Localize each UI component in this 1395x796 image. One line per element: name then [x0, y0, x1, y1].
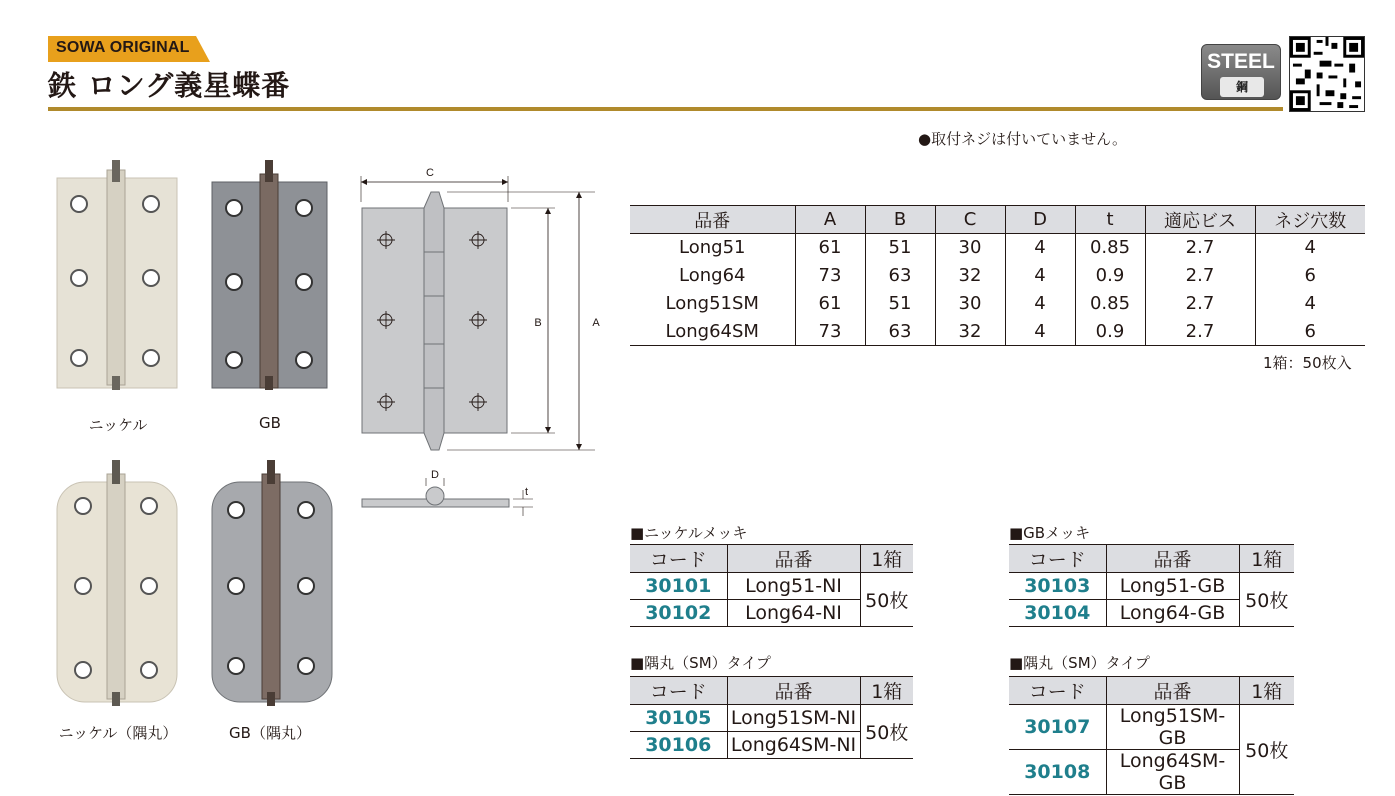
hinge-photo-nickel-rounded [55, 460, 180, 714]
dim-label-a: A [592, 317, 600, 329]
spec-cell: 6 [1255, 318, 1365, 346]
product-code: 30101 [630, 573, 727, 600]
product-name: Long51-GB [1106, 573, 1239, 600]
spec-cell: 0.85 [1075, 290, 1145, 318]
dim-label-b: B [534, 317, 542, 329]
product-name: Long64SM-NI [727, 732, 860, 759]
spec-cell: Long64 [679, 265, 746, 286]
hinge-photo-gb-rounded [210, 460, 335, 714]
spec-cell: 63 [865, 262, 935, 290]
dim-label-t: t [525, 486, 529, 498]
order-table-sm-gb [1009, 676, 1294, 795]
brand-tag [48, 36, 210, 62]
order-header-row [1009, 677, 1294, 705]
order-header: 品番 [1106, 545, 1239, 573]
table-row [630, 290, 1365, 318]
dimension-drawing [355, 160, 605, 524]
spec-header: 適応ビス [1145, 206, 1255, 234]
spec-cell: 2.7 [1145, 234, 1255, 262]
order-header-row [1009, 545, 1294, 573]
order-header: 1箱 [1239, 545, 1294, 573]
box-quantity: 50枚 [1239, 705, 1294, 795]
spec-cell: 4 [1255, 290, 1365, 318]
order-header: 品番 [727, 545, 860, 573]
spec-cell: 4 [1005, 290, 1075, 318]
table-row [630, 262, 1365, 290]
spec-cell: 61 [795, 290, 865, 318]
material-badge [1201, 44, 1281, 100]
spec-header: C [935, 206, 1005, 234]
order-header: 1箱 [1239, 677, 1294, 705]
spec-header: ネジ穴数 [1255, 206, 1365, 234]
product-code: 30102 [630, 600, 727, 627]
spec-cell: 4 [1005, 262, 1075, 290]
spec-header-row [630, 206, 1365, 234]
product-code: 30107 [1009, 705, 1106, 750]
box-quantity: 50枚 [1239, 573, 1294, 627]
order-header: 品番 [727, 677, 860, 705]
product-name: Long51-NI [727, 573, 860, 600]
spec-header: B [865, 206, 935, 234]
table-row [1009, 705, 1294, 750]
caption-gb-rounded: GB（隅丸） [229, 724, 311, 742]
spec-cell: 30 [935, 290, 1005, 318]
order-header: 1箱 [860, 677, 913, 705]
product-name: Long64-GB [1106, 600, 1239, 627]
caption-nickel-rounded: ニッケル（隅丸） [58, 724, 178, 742]
spec-cell: 4 [1255, 234, 1365, 262]
spec-cell: 4 [1005, 234, 1075, 262]
spec-cell: 51 [865, 290, 935, 318]
hinge-photo-gb [210, 160, 330, 396]
spec-cell: Long64SM [630, 318, 795, 346]
caption-gb: GB [259, 414, 281, 432]
qr-code[interactable] [1289, 36, 1365, 112]
page-title: 鉄 ロング義星蝶番 [48, 69, 291, 102]
order-table-sm-nickel [630, 676, 913, 759]
product-code: 30108 [1009, 750, 1106, 795]
box-quantity: 50枚 [860, 705, 913, 759]
table-row [630, 705, 913, 732]
spec-cell: 73 [795, 262, 865, 290]
spec-cell: 4 [1005, 318, 1075, 346]
order-table-gb [1009, 544, 1294, 627]
spec-header: t [1075, 206, 1145, 234]
dim-label-c: C [426, 167, 434, 179]
spec-cell: 2.7 [1145, 318, 1255, 346]
section-title-sm-gb: ■隅丸（SM）タイプ [1009, 654, 1150, 672]
section-title-sm-nickel: ■隅丸（SM）タイプ [630, 654, 771, 672]
spec-cell: 6 [1255, 262, 1365, 290]
dim-label-d: D [431, 469, 439, 481]
spec-cell: 61 [795, 234, 865, 262]
box-quantity-note: 1箱：50枚入 [1263, 354, 1352, 372]
order-header: コード [1009, 545, 1106, 573]
screw-note: ●取付ネジは付いていません。 [918, 130, 1127, 148]
order-header: コード [630, 545, 727, 573]
spec-cell: 30 [935, 234, 1005, 262]
table-row [630, 318, 1365, 346]
brand-tag-label: SOWA ORIGINAL [56, 39, 190, 56]
order-table-nickel [630, 544, 913, 627]
product-name: Long64-NI [727, 600, 860, 627]
product-code: 30103 [1009, 573, 1106, 600]
table-row [1009, 573, 1294, 600]
order-header: コード [1009, 677, 1106, 705]
spec-cell: Long51SM [665, 293, 759, 314]
spec-cell: 2.7 [1145, 290, 1255, 318]
spec-header: 品番 [630, 206, 795, 234]
product-name: Long51SM-NI [727, 705, 860, 732]
product-code: 30104 [1009, 600, 1106, 627]
product-code: 30105 [630, 705, 727, 732]
material-badge-jp: 鋼 [1220, 77, 1264, 97]
order-header-row [630, 545, 913, 573]
order-header: コード [630, 677, 727, 705]
order-header: 1箱 [860, 545, 913, 573]
spec-header: A [795, 206, 865, 234]
caption-nickel: ニッケル [88, 416, 148, 434]
spec-table [630, 205, 1365, 346]
material-badge-en: STEEL [1207, 50, 1275, 73]
spec-cell: 63 [865, 318, 935, 346]
spec-header: D [1005, 206, 1075, 234]
spec-cell: 51 [865, 234, 935, 262]
spec-cell: Long51 [679, 237, 746, 259]
spec-cell: 2.7 [1145, 262, 1255, 290]
spec-cell: 73 [795, 318, 865, 346]
order-header: 品番 [1106, 677, 1239, 705]
spec-cell: 32 [935, 262, 1005, 290]
section-title-nickel: ■ニッケルメッキ [630, 524, 748, 542]
product-name: Long51SM-GB [1106, 705, 1239, 750]
product-name: Long64SM-GB [1106, 750, 1239, 795]
spec-cell: 0.85 [1075, 234, 1145, 262]
spec-cell: 0.9 [1075, 318, 1145, 346]
order-header-row [630, 677, 913, 705]
table-row [630, 234, 1365, 262]
box-quantity: 50枚 [860, 573, 913, 627]
title-rule [48, 107, 1283, 111]
table-row [630, 573, 913, 600]
spec-cell: 0.9 [1075, 262, 1145, 290]
section-title-gb: ■GBメッキ [1009, 524, 1091, 542]
product-code: 30106 [630, 732, 727, 759]
spec-cell: 32 [935, 318, 1005, 346]
hinge-photo-nickel [55, 160, 180, 396]
